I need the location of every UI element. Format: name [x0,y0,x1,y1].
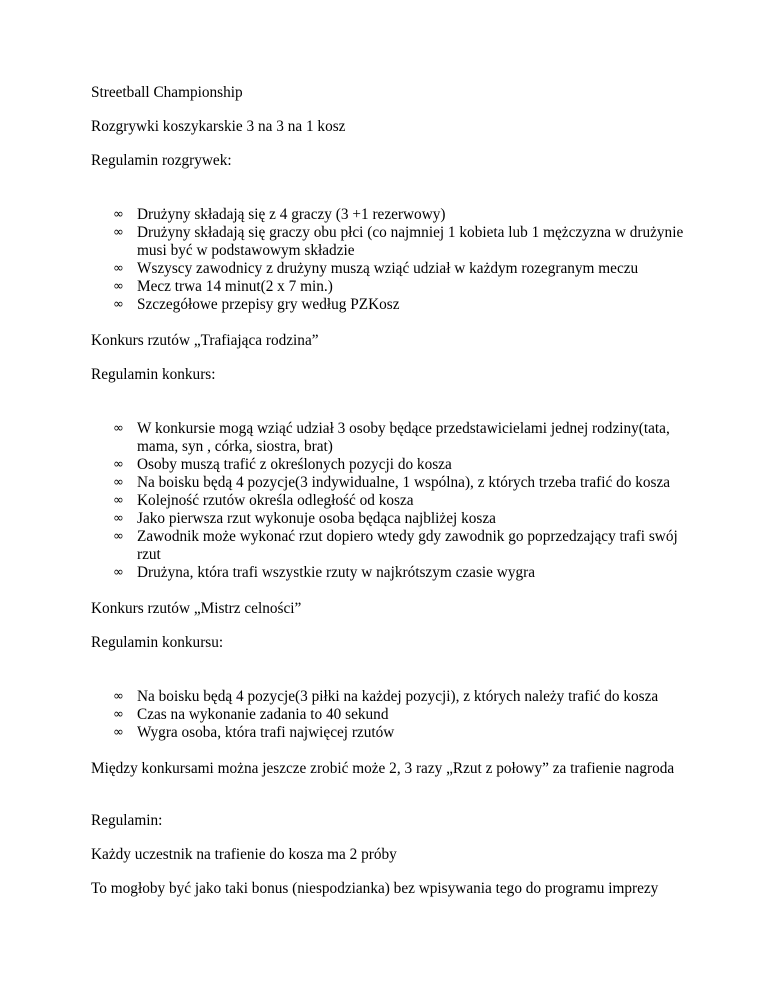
list-item: ∞ Szczegółowe przepisy gry według PZKosz [113,296,400,313]
bullet-icon: ∞ [113,421,124,436]
list-item: ∞ Mecz trwa 14 minut(2 x 7 min.) [113,278,333,295]
list-item: ∞ Czas na wykonanie zadania to 40 sekund [113,706,389,723]
contest1-list [91,420,691,582]
bullet-icon: ∞ [113,707,124,722]
section1-list [91,206,691,314]
bullet-icon: ∞ [113,493,124,508]
contest1-heading: Regulamin konkurs: [91,366,216,383]
bullet-icon: ∞ [113,225,124,240]
bullet-icon: ∞ [113,475,124,490]
rules-text: Każdy uczestnik na trafienie do kosza ma 2 próby [91,846,397,863]
bullet-icon: ∞ [113,689,124,704]
bullet-icon: ∞ [113,261,124,276]
contest2-heading: Regulamin konkursu: [91,634,224,651]
bullet-icon: ∞ [113,529,124,544]
list-item: ∞ Kolejność rzutów określa odległość od kosza [113,492,414,509]
bullet-icon: ∞ [113,279,124,294]
list-item: ∞ Wszyscy zawodnicy z drużyny muszą wziąć udział w każdym rozegranym meczu [113,260,639,277]
contest2-list [91,688,691,742]
list-item: ∞ Drużyny składają się graczy obu płci (co najmniej 1 kobieta lub 1 mężczyzna w drużynie musi być w podstawowym składzie [113,224,684,259]
list-item: ∞ Na boisku będą 4 pozycje(3 piłki na każdej pozycji), z których należy trafić do kosza [113,688,659,705]
contest2-title: Konkurs rzutów „Mistrz celności” [91,600,302,617]
document-title: Streetball Championship [91,84,243,101]
bullet-icon: ∞ [113,457,124,472]
list-item: ∞ Wygra osoba, która trafi najwięcej rzutów [113,724,395,741]
list-item: ∞ Osoby muszą trafić z określonych pozycji do kosza [113,456,452,473]
list-item: ∞ Jako pierwsza rzut wykonuje osoba będąca najbliżej kosza [113,510,496,527]
bullet-icon: ∞ [113,511,124,526]
bullet-icon: ∞ [113,207,124,222]
bullet-icon: ∞ [113,297,124,312]
contest1-title: Konkurs rzutów „Trafiająca rodzina” [91,332,319,349]
document-subtitle: Rozgrywki koszykarskie 3 na 3 na 1 kosz [91,118,346,135]
bullet-icon: ∞ [113,725,124,740]
list-item: ∞ Drużyny składają się z 4 graczy (3 +1 rezerwowy) [113,206,446,223]
bonus-text: To mogłoby być jako taki bonus (niespodzianka) bez wpisywania tego do programu imprezy [91,880,659,897]
between-contests-text: Między konkursami można jeszcze zrobić może 2, 3 razy „Rzut z połowy” za trafienie nagroda [91,760,675,777]
list-item: ∞ Zawodnik może wykonać rzut dopiero wtedy gdy zawodnik go poprzedzający trafi swój rzut [113,528,678,563]
list-item: ∞ Na boisku będą 4 pozycje(3 indywidualne, 1 wspólna), z których trzeba trafić do kosza [113,474,671,491]
section1-heading: Regulamin rozgrywek: [91,152,232,169]
rules-heading: Regulamin: [91,812,163,829]
list-item: ∞ Drużyna, która trafi wszystkie rzuty w najkrótszym czasie wygra [113,564,536,581]
bullet-icon: ∞ [113,565,124,580]
list-item: ∞ W konkursie mogą wziąć udział 3 osoby będące przedstawicielami jednej rodziny(tata, mama, syn , córka, siostra, brat) [113,420,670,455]
